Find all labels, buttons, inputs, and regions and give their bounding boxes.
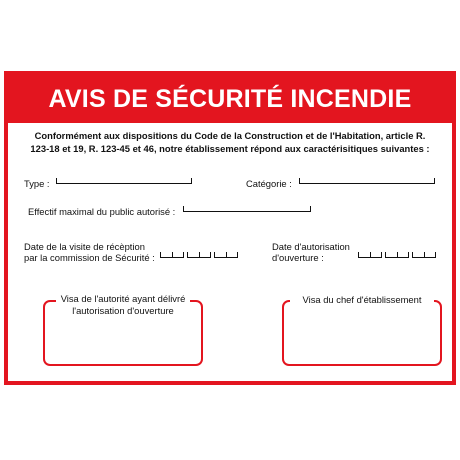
autorisation-date-field[interactable]	[358, 252, 436, 258]
categorie-label: Catégorie :	[246, 178, 292, 189]
visa-autorite-label	[56, 293, 190, 317]
visite-label-line-1: Date de la visite de récèption	[24, 241, 145, 252]
autorisation-year-box[interactable]	[412, 252, 436, 258]
visa-chef-box[interactable]	[282, 300, 442, 366]
form-panel	[8, 123, 452, 381]
autorisation-month-box[interactable]	[385, 252, 409, 258]
intro-line-1: Conformément aux dispositions du Code de la Construction et de l'Habitation, article R.	[34, 130, 426, 141]
visa-chef-label: Visa du chef d'établissement	[290, 294, 434, 306]
visite-day-box[interactable]	[160, 252, 184, 258]
visa-autorite-line-1: Visa de l'autorité ayant délivré	[60, 293, 186, 304]
title-band	[8, 75, 452, 123]
visa-autorite-line-2: l'autorisation d'ouverture	[72, 305, 174, 316]
visite-month-box[interactable]	[187, 252, 211, 258]
type-label: Type :	[24, 178, 50, 189]
fire-safety-sign	[4, 71, 456, 385]
effectif-field[interactable]	[183, 206, 311, 212]
intro-line-2: 123-18 et 19, R. 123-45 et 46, notre établissement répond aux caractérisitiques suivantes :	[30, 142, 430, 154]
type-field[interactable]	[56, 178, 192, 184]
autorisation-day-box[interactable]	[358, 252, 382, 258]
visite-label-line-2: par la commission de Sécurité :	[24, 252, 155, 263]
autorisation-label-line-2: d'ouverture :	[272, 252, 324, 263]
reference-mark	[9, 307, 12, 321]
visite-date-field[interactable]	[160, 252, 238, 258]
autorisation-label-line-1: Date d'autorisation	[272, 241, 350, 252]
visite-year-box[interactable]	[214, 252, 238, 258]
sign-title: AVIS DE SÉCURITÉ INCENDIE	[48, 84, 412, 113]
categorie-field[interactable]	[299, 178, 435, 184]
effectif-label: Effectif maximal du public autorisé :	[28, 206, 176, 217]
intro-text	[16, 130, 444, 155]
